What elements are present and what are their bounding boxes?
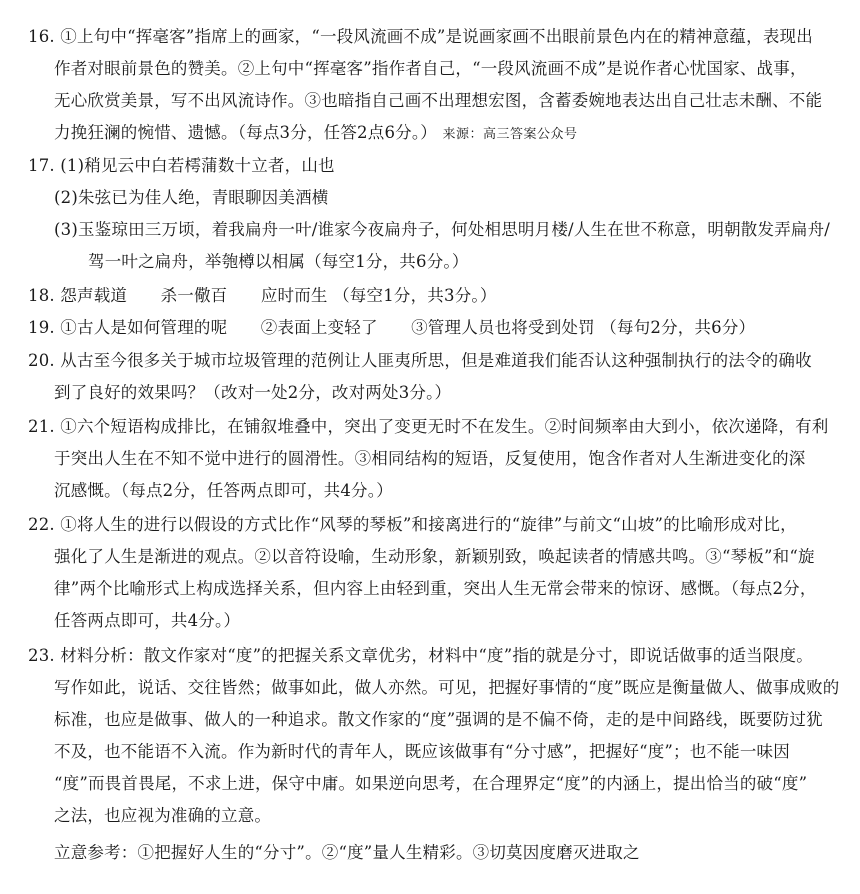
q18-answer-1: 怨声载道 (60, 286, 128, 305)
q18-answer-3: 应时而生 (260, 286, 328, 305)
q17-line-2: (2)朱弦已为佳人绝，青眼聊因美酒横 (54, 188, 329, 207)
q17-line-4: 驾一叶之扁舟，举匏樽以相属（每空1分，共6分。） (88, 252, 469, 271)
q23-line-6: 之法，也应视为准确的立意。 (54, 806, 272, 825)
q18-number: 18. (28, 286, 55, 305)
q22-line-2: 强化了人生是渐进的观点。②以音符设喻，生动形象，新颖别致，唤起读者的情感共鸣。③“琴板”和“旋 (54, 547, 815, 566)
q23-line-3: 标准，也应是做事、做人的一种追求。散文作家的“度”强调的是不偏不倚，走的是中间路线，既要防过犹 (54, 710, 823, 729)
q22-line-1: 22. ①将人生的进行以假设的方式比作“风琴的琴板”和接离进行的“旋律”与前文“山坡”的比喻形成对比， (28, 515, 797, 534)
q23-line-2: 写作如此，说话、交往皆然；做事如此，做人亦然。可见，把握好事情的“度”既应是衡量做人、做事成败的 (54, 678, 840, 697)
q16-line-2: 作者对眼前景色的赞美。②上句中“挥毫客”指作者自己，“一段风流画不成”是说作者心忧国家、战事， (54, 59, 807, 78)
q19-answer-1: ①古人是如何管理的呢 (60, 318, 228, 337)
q16-score: 力挽狂澜的惋惜、遗憾。（每点3分，任答2点6分。） (54, 123, 437, 142)
q21-line-3: 沉感慨。（每点2分，任答两点即可，共4分。） (54, 481, 393, 500)
q17-line-3: (3)玉鉴琼田三万顷，着我扁舟一叶/谁家今夜扁舟子，何处相思明月楼/人生在世不称意，明朝散发弄扁舟/ (54, 220, 831, 239)
q23-line-1: 23. 材料分析：散文作家对“度”的把握关系文章优劣，材料中“度”指的就是分寸，即说话做事的适当限度。 (28, 646, 813, 665)
q19-score: （每句2分，共6分） (600, 318, 756, 337)
q21-line-2: 于突出人生在不知不觉中进行的圆滑性。③相同结构的短语，反复使用，饱含作者对人生渐进变化的深 (54, 449, 806, 468)
source-note: 来源：高三答案公众号 (442, 127, 578, 142)
q18-answer-2: 杀一儆百 (160, 286, 228, 305)
q18-score: （每空1分，共3分。） (333, 286, 497, 305)
q22-line-3: 律”两个比喻形式上构成选择关系，但内容上由轻到重，突出人生无常会带来的惊讶、感慨。（每点2分， (54, 579, 817, 598)
q18-line (28, 283, 840, 309)
q17-line-1: 17. (1)稍见云中白若樗蒲数十立者，山也 (28, 156, 335, 175)
q19-number: 19. (28, 318, 55, 337)
q23-line-4: 不及，也不能语不入流。作为新时代的青年人，既应该做事有“分寸感”，把握好“度”；也不能一味因 (54, 742, 790, 761)
q23-line-5: “度”而畏首畏尾，不求上进，保守中庸。如果逆向思考，在合理界定“度”的内涵上，提出恰当的破“度” (54, 774, 808, 793)
q21-line-1: 21. ①六个短语构成排比，在铺叙堆叠中，突出了变更无时不在发生。②时间频率由大到小，依次递降，有利 (28, 417, 829, 436)
q16-line-3: 无心欣赏美景，写不出风流诗作。③也暗指自己画不出理想宏图，含蓄委婉地表达出自己壮志未酬、不能 (54, 91, 823, 110)
q19-answer-2: ②表面上变轻了 (260, 318, 378, 337)
q20-line-1: 20. 从古至今很多关于城市垃圾管理的范例让人匪夷所思，但是难道我们能否认这种强制执行的法令的确收 (28, 351, 812, 370)
q23-line-7: 立意参考：①把握好人生的“分寸”。②“度”量人生精彩。③切莫因度磨灭进取之 (54, 843, 640, 862)
q16-line-4 (54, 120, 840, 148)
q16-line-1: 16. ①上句中“挥毫客”指席上的画家，“一段风流画不成”是说画家画不出眼前景色内在的精神意蕴，表现出 (28, 27, 813, 46)
q19-line (28, 315, 840, 341)
q20-line-2: 到了良好的效果吗？（改对一处2分，改对两处3分。） (54, 383, 452, 402)
q19-answer-3: ③管理人员也将受到处罚 (411, 318, 595, 337)
q22-line-4: 任答两点即可，共4分。） (54, 611, 241, 630)
